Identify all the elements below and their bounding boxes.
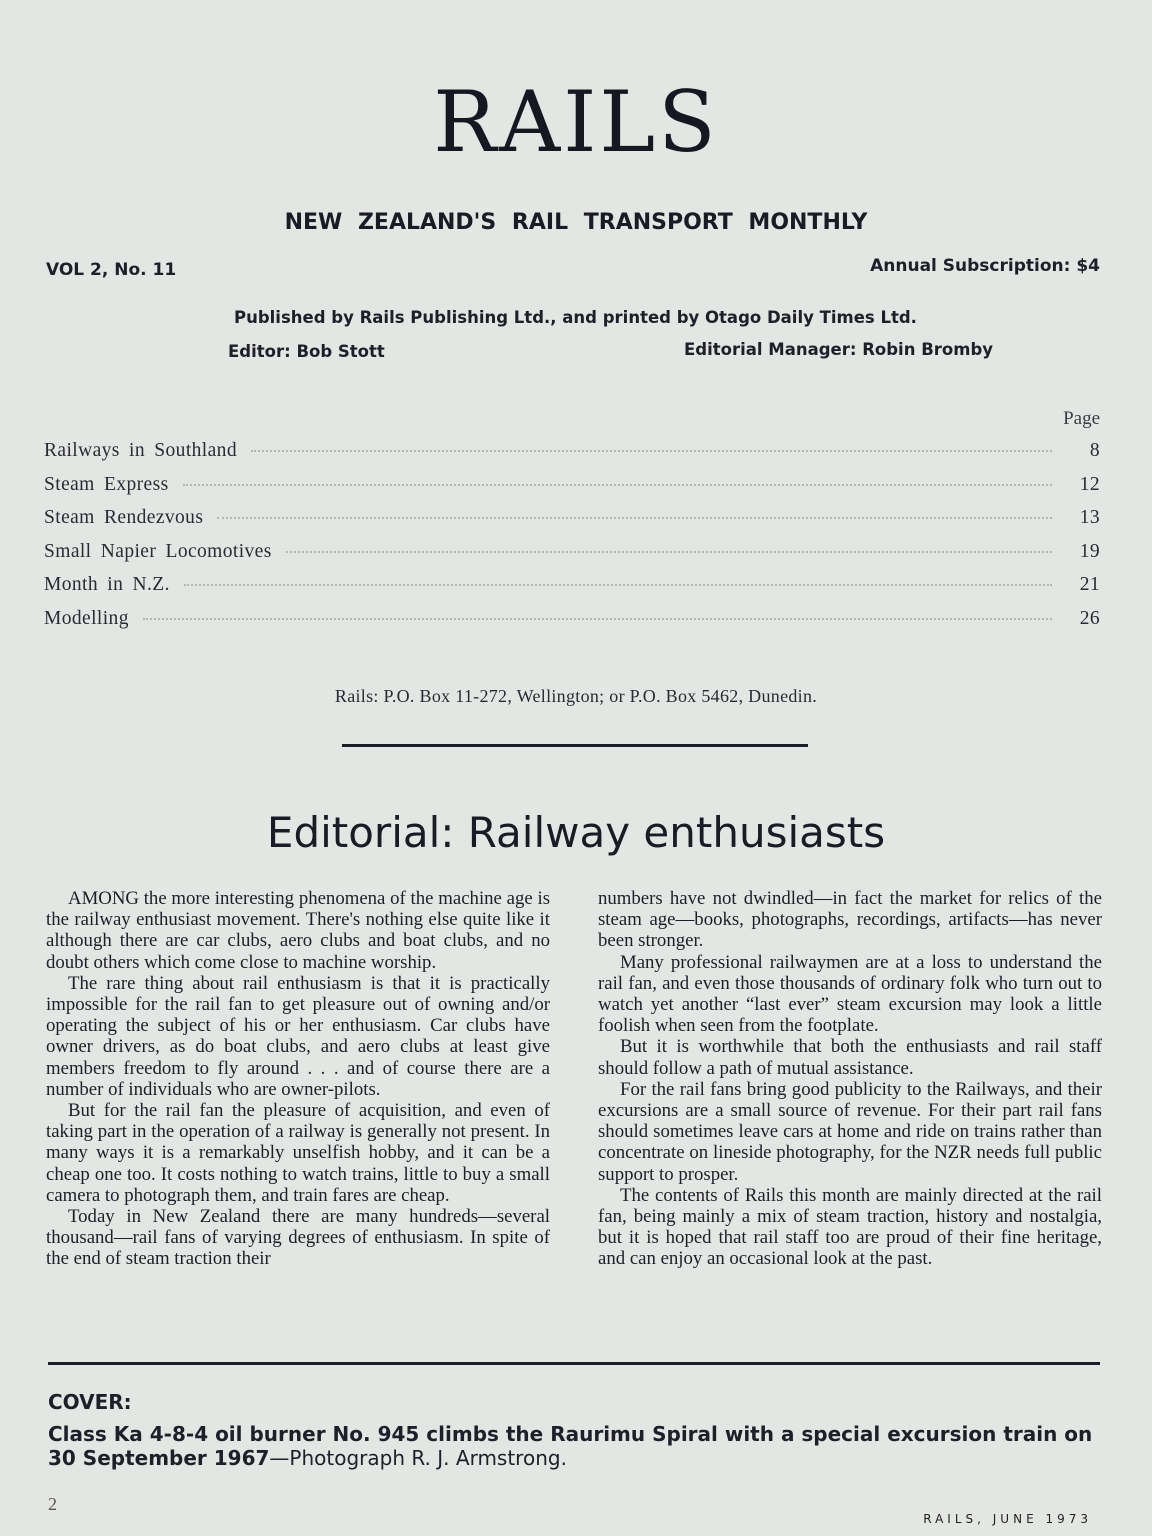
cover-divider	[48, 1362, 1100, 1365]
contents-page-header: Page	[1063, 408, 1100, 429]
editorial-paragraph: Many professional railwaymen are at a loss to understand the rail fan, and even those thousands of ordinary folk who turn out to watch yet another “last ever” steam excursion may look a little foolish when seen from the footplate.	[598, 951, 1102, 1037]
subscription-price: Annual Subscription: $4	[870, 256, 1100, 276]
table-of-contents	[44, 440, 1100, 642]
contents-item-title: Month in N.Z.	[44, 574, 170, 596]
dot-leader	[251, 450, 1052, 452]
contents-item	[44, 440, 1100, 474]
dot-leader	[217, 517, 1052, 519]
section-divider	[342, 744, 808, 747]
editorial-paragraph: AMONG the more interesting phenomena of the machine age is the railway enthusiast movement. There's nothing else quite like it although there are car clubs, aero clubs and boat clubs, and no doubt others which come close to machine worship.	[46, 888, 550, 973]
cover-caption	[48, 1422, 1108, 1470]
contents-item-title: Railways in Southland	[44, 440, 237, 461]
contents-item	[44, 608, 1100, 642]
postal-address: Rails: P.O. Box 11-272, Wellington; or P.O. Box 5462, Dunedin.	[334, 686, 818, 706]
editorial-title: Editorial: Railway enthusiasts	[266, 808, 886, 857]
page-number: 2	[48, 1494, 57, 1514]
contents-item-title: Small Napier Locomotives	[44, 540, 272, 562]
editorial-paragraph: But for the rail fan the pleasure of acquisition, and even of taking part in the operation of a railway is generally not present. In many ways it is a remarkably unselfish hobby, and it can be a cheap one too. It costs nothing to watch trains, little to buy a small camera to photograph them, and train fares are cheap.	[46, 1100, 550, 1206]
cover-label: COVER:	[48, 1390, 132, 1414]
cover-caption-text: Class Ka 4-8-4 oil burner No. 945 climbs the Raurimu Spiral with a special excursion train on 30 September 1967	[48, 1422, 1093, 1470]
editorial-paragraph: numbers have not dwindled—in fact the market for relics of the steam age—books, photographs, recordings, artifacts—has never been stronger.	[598, 888, 1102, 952]
editorial-paragraph: The rare thing about rail enthusiasm is that it is practically impossible for the rail fan to get pleasure out of owning and/or operating the subject of his or her enthusiasm. Car clubs have owner drivers, as do boat clubs, and aero clubs at least give members freedom to fly around . . . and of course there are a number of individuals who are owner-pilots.	[46, 972, 550, 1100]
editor-credit: Editor: Bob Stott	[228, 342, 385, 361]
contents-item-title: Steam Express	[44, 473, 169, 495]
editorial-column-right	[598, 888, 1102, 1270]
editorial-paragraph: Today in New Zealand there are many hundreds—several thousand—rail fans of varying degrees of enthusiasm. In spite of the end of steam traction their	[46, 1206, 550, 1270]
contents-item	[44, 574, 1100, 608]
dot-leader	[286, 551, 1052, 553]
editorial-column-left	[46, 888, 550, 1270]
contents-item	[44, 541, 1100, 575]
masthead-title: RAILS	[433, 73, 719, 171]
dot-leader	[184, 584, 1052, 586]
cover-photo-credit: —Photograph R. J. Armstrong.	[269, 1446, 567, 1470]
issue-footer: RAILS, JUNE 1973	[923, 1512, 1092, 1526]
contents-item-page: 21	[1079, 574, 1100, 596]
contents-item-title: Steam Rendezvous	[44, 507, 204, 529]
contents-item	[44, 474, 1100, 508]
dot-leader	[183, 484, 1052, 486]
editorial-paragraph: For the rail fans bring good publicity to the Railways, and their excursions are a small source of revenue. For their part rail fans should sometimes leave cars at home and ride on trains rather than concentrate on lineside photography, for the NZR needs full public support to prosper.	[598, 1078, 1102, 1185]
contents-item-page: 12	[1079, 473, 1100, 495]
dot-leader	[143, 618, 1052, 620]
contents-item-page: 19	[1079, 540, 1100, 562]
contents-item-page: 26	[1079, 607, 1100, 629]
editorial-paragraph: But it is worthwhile that both the enthusiasts and rail staff should follow a path of mutual assistance.	[598, 1036, 1102, 1079]
editorial-manager-credit: Editorial Manager: Robin Bromby	[684, 340, 994, 359]
contents-item-title: Modelling	[44, 607, 129, 629]
contents-item-page: 8	[1089, 440, 1100, 461]
editorial-paragraph: The contents of Rails this month are mainly directed at the rail fan, being mainly a mix of steam traction, history and nostalgia, but it is hoped that rail staff too are proud of their fine heritage, and can enjoy an occasional look at the past.	[598, 1184, 1102, 1270]
publisher-line: Published by Rails Publishing Ltd., and printed by Otago Daily Times Ltd.	[234, 308, 917, 327]
contents-item	[44, 507, 1100, 541]
volume-number: VOL 2, No. 11	[46, 260, 177, 280]
masthead-tagline: NEW ZEALAND'S RAIL TRANSPORT MONTHLY	[284, 210, 868, 235]
contents-item-page: 13	[1079, 507, 1100, 529]
